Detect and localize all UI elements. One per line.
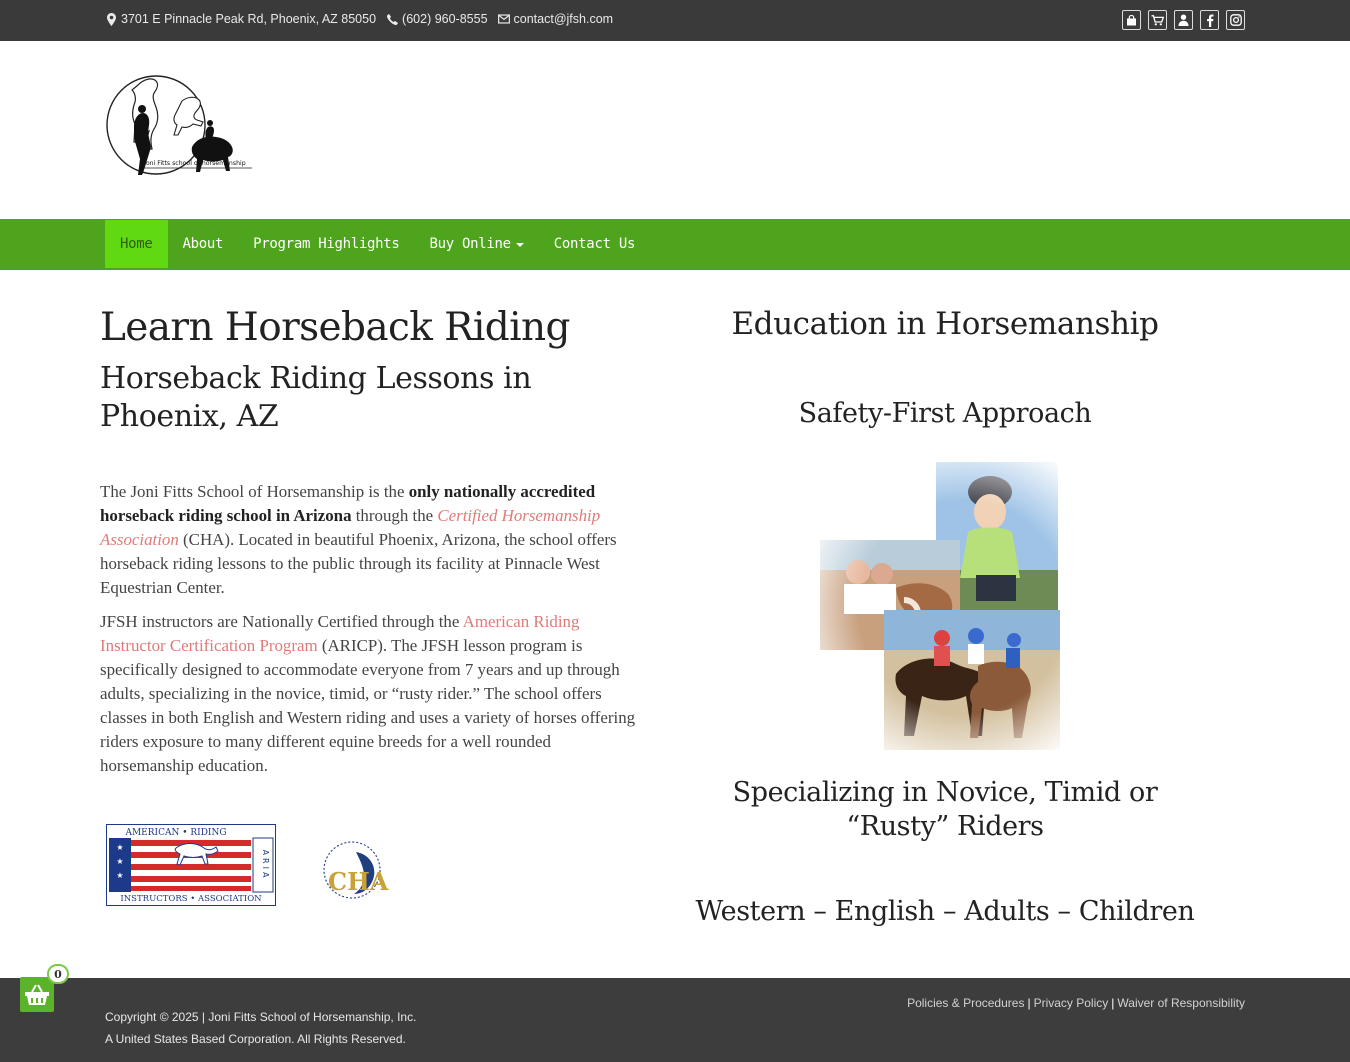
cart-count-badge: 0 — [47, 964, 69, 984]
site-logo[interactable] — [104, 69, 256, 191]
envelope-icon — [498, 12, 510, 26]
nav-item-buy-online-label: Buy Online — [429, 236, 511, 252]
footer-separator: | — [1111, 996, 1115, 1010]
cha-logo[interactable] — [298, 836, 398, 904]
p2-text-2: (ARICP). The JFSH lesson program is specifically designed to accommodate everyone from 7 years and up through adults, specializing in the novice, timid, or “rusty rider.” The school offers classes in both English and Western riding and uses a variety of horses offering riders exposure to many different equine breeds for a well rounded horsemanship education. — [100, 636, 636, 775]
p1-bold: only nationally accredited horseback riding school in Arizona — [100, 482, 596, 525]
address-item — [105, 12, 376, 26]
main-nav — [0, 219, 1350, 270]
p1-text-2: through the — [351, 506, 438, 525]
phone-item[interactable] — [386, 12, 487, 26]
copyright-block — [105, 1006, 416, 1050]
cart-icon[interactable] — [1148, 10, 1167, 30]
floating-cart-button[interactable] — [20, 977, 54, 1012]
instagram-icon[interactable] — [1226, 10, 1245, 30]
intro-paragraph-2 — [100, 610, 648, 778]
top-bar — [0, 0, 1350, 41]
email-text[interactable]: contact@jfsh.com — [513, 12, 614, 26]
footer-links — [907, 996, 1245, 1010]
address-text: 3701 E Pinnacle Peak Rd, Phoenix, AZ 85050 — [121, 12, 377, 26]
nav-item-home[interactable]: Home — [105, 220, 168, 268]
aria-logo[interactable] — [106, 824, 276, 906]
footer-separator: | — [1027, 996, 1031, 1010]
copyright-text: Copyright © 2025 | Joni Fitts School of Horsemanship, Inc. — [105, 1010, 417, 1024]
svg-text:★: ★ — [116, 857, 124, 866]
waiver-link[interactable]: Waiver of Responsibility — [1117, 996, 1245, 1010]
nav-item-contact-us[interactable]: Contact Us — [553, 236, 636, 252]
basket-icon — [24, 984, 50, 1006]
map-marker-icon — [105, 12, 117, 26]
accreditation-badges — [100, 822, 400, 908]
social-links — [1115, 10, 1245, 30]
svg-text:★: ★ — [116, 843, 124, 852]
facebook-icon[interactable] — [1200, 10, 1219, 30]
page-title: Learn Horseback Riding — [100, 305, 570, 350]
site-footer — [0, 978, 1350, 1062]
nav-item-program-highlights[interactable]: Program Highlights — [253, 236, 400, 252]
heading-disciplines: Western – English – Adults – Children — [695, 896, 1195, 927]
page-subtitle: Horseback Riding Lessons in Phoenix, AZ — [100, 361, 532, 434]
p1-text-3: (CHA). Located in beautiful Phoenix, Arizona, the school offers horseback riding lessons to the public through its facility at Pinnacle West Equestrian Center. — [100, 530, 617, 597]
phone-icon — [386, 12, 398, 26]
policies-link[interactable]: Policies & Procedures — [907, 996, 1025, 1010]
privacy-policy-link[interactable]: Privacy Policy — [1033, 996, 1109, 1010]
phone-text[interactable]: (602) 960-8555 — [402, 12, 488, 26]
site-header — [0, 41, 1350, 219]
corporation-text: A United States Based Corporation. All Rights Reserved. — [105, 1032, 406, 1046]
aria-side-text: ARIA — [261, 849, 270, 881]
aricp-link[interactable]: American Riding Instructor Certification Program — [100, 612, 580, 655]
nav-item-buy-online[interactable] — [415, 220, 539, 268]
caret-down-icon — [516, 243, 524, 247]
heading-education: Education in Horsemanship — [731, 306, 1159, 342]
aria-top-text: AMERICAN • RIDING — [125, 828, 227, 838]
shopping-bag-icon[interactable] — [1122, 10, 1141, 30]
aria-bottom-text: INSTRUCTORS • ASSOCIATION — [120, 894, 262, 904]
nav-menu — [105, 220, 650, 268]
nav-item-about[interactable]: About — [182, 236, 224, 252]
intro-paragraph-1 — [100, 480, 648, 600]
logo-text: Joni Fitts school of horsemanship — [144, 160, 246, 167]
svg-text:★: ★ — [116, 871, 124, 880]
p2-text-1: JFSH instructors are Nationally Certified through the — [100, 612, 463, 631]
p1-text-1: The Joni Fitts School of Horsemanship is the — [100, 482, 409, 501]
user-icon[interactable] — [1174, 10, 1193, 30]
cha-text: CHA — [328, 867, 389, 896]
intro-section — [100, 300, 648, 775]
contact-info — [105, 12, 623, 26]
cha-link[interactable]: Certified Horsemanship Association — [100, 506, 601, 549]
email-item[interactable] — [498, 12, 614, 26]
heading-specializing: Specializing in Novice, Timid or “Rusty” Riders — [732, 777, 1158, 842]
riders-photo-collage — [818, 460, 1108, 755]
heading-safety: Safety-First Approach — [798, 398, 1092, 429]
